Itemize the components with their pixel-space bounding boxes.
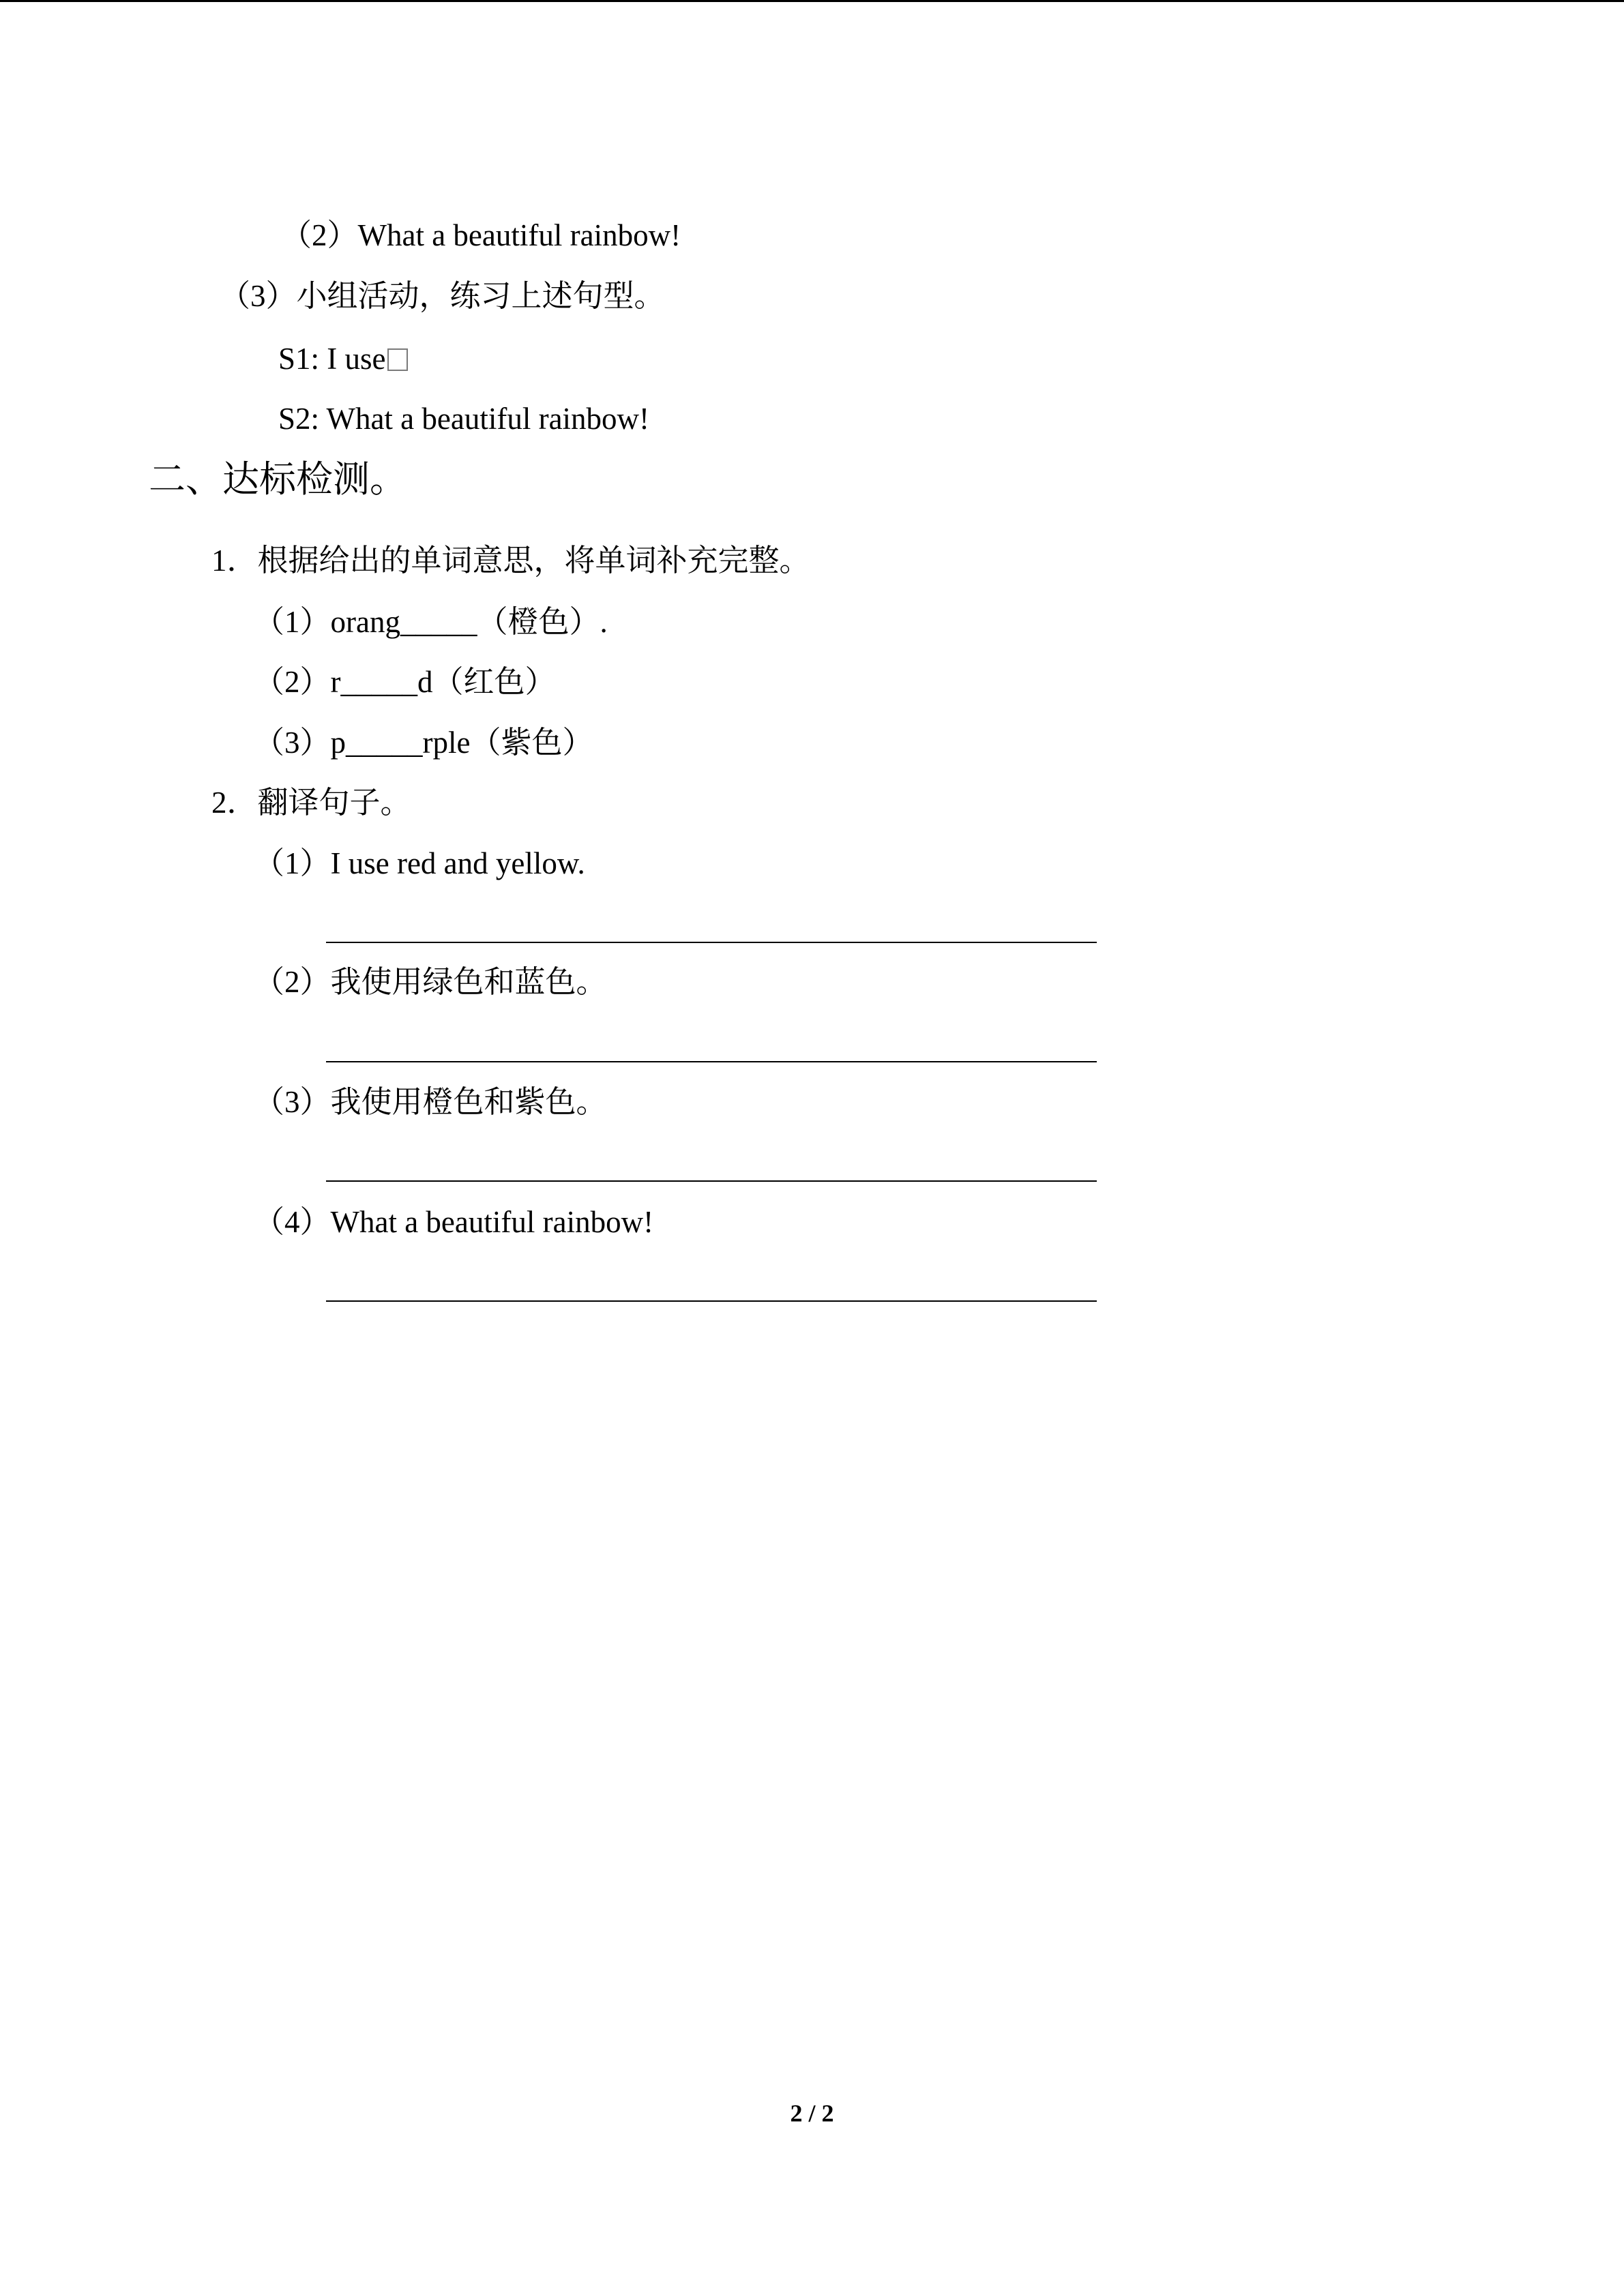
question-2-item-3: （3）我使用橙色和紫色。	[254, 1085, 607, 1119]
question-2-item-1: （1）I use red and yellow.	[254, 846, 585, 880]
answer-line-1[interactable]	[326, 942, 1097, 943]
dialogue-s2: S2: What a beautiful rainbow!	[278, 402, 650, 436]
page-number: 2 / 2	[790, 2100, 834, 2127]
answer-line-2[interactable]	[326, 1061, 1097, 1062]
answer-line-4[interactable]	[326, 1300, 1097, 1302]
question-1-item-3: （3）p_____rple（紫色）	[254, 726, 593, 760]
example-sentence-2: （2）What a beautiful rainbow!	[281, 218, 681, 252]
question-2-item-4: （4）What a beautiful rainbow!	[254, 1205, 654, 1239]
dialogue-s1-text: S1: I use	[278, 342, 386, 376]
section-heading: 二、达标检测。	[149, 459, 407, 500]
dialogue-s1	[278, 338, 408, 379]
question-1-item-1: （1）orang_____（橙色）.	[254, 605, 608, 639]
answer-line-3[interactable]	[326, 1180, 1097, 1182]
question-1-item-2: （2）r_____d（红色）	[254, 665, 556, 699]
question-2-title: 2．翻译句子。	[211, 786, 411, 820]
page-top-border	[0, 0, 1624, 2]
question-2-item-2: （2）我使用绿色和蓝色。	[254, 965, 607, 999]
question-1-title: 1．根据给出的单词意思，将单词补充完整。	[211, 543, 810, 578]
group-activity-instruction: （3）小组活动，练习上述句型。	[220, 279, 665, 313]
blank-box-icon	[387, 348, 408, 371]
